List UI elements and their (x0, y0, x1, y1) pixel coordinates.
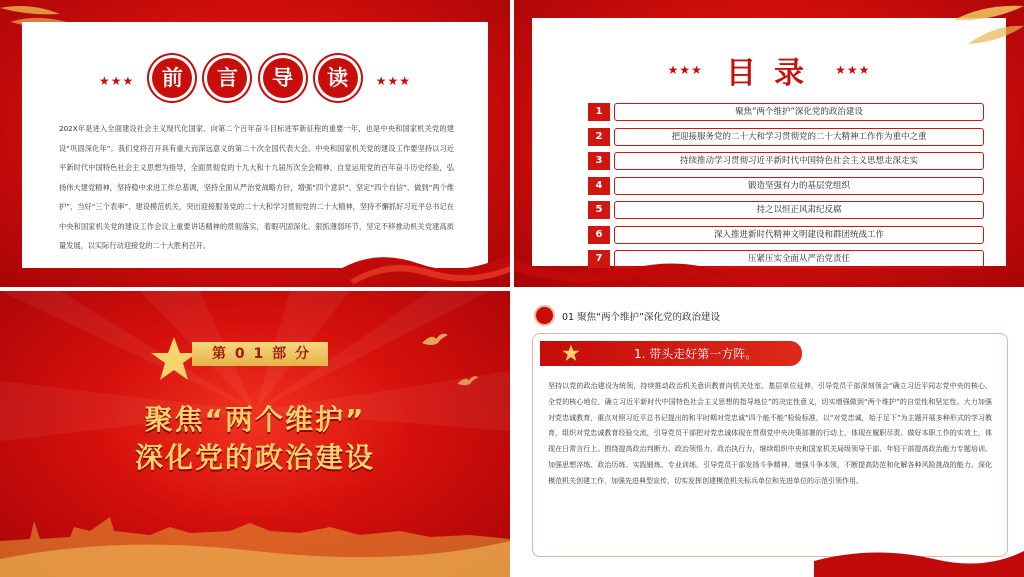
toc-label: 压紧压实全面从严治党责任 (614, 250, 984, 268)
section-dot-icon (536, 307, 553, 324)
toc-label: 持之以恒正风肃纪反腐 (614, 201, 984, 219)
red-ribbon-decoration (814, 541, 1024, 577)
toc-item[interactable] (588, 177, 984, 195)
slide-contents[interactable] (514, 0, 1024, 287)
toc-number: 1 (588, 103, 610, 121)
content-body: 坚持以党的政治建设为统领，持续推动政治机关意识教育向机关处室、基层单位延伸，引导党员干部深刻领会“确立习近平同志党中央的核心、全党的核心地位，确立习近平新时代中国特色社会主义思想的指导地位”的决定性意义，切实增强做到“两个维护”的自觉性和坚定性。大力加强对党忠诚教育，重点对照习近平总书记提出的和平时期对党忠诚“四个能不能”检验标准，以“对党忠诚，始于足下”为主题开展多种形式的学习教育，组织对党忠诚教育经验交流，引导党员干部把对党忠诚体现在贯彻党中央决策部署的行动上，体现在履职尽责、做好本职工作的实效上，体现在日常言行上。围绕提高政治判断力、政治领悟力、政治执行力，继续组织中央和国家机关局级领导干部、年轻干部提高政治能力专题培训。加强思想淬炼、政治历练、实践锻炼、专业训练，引导党员干部发扬斗争精神，增强斗争本领，不断提高防范和化解各种风险挑战的能力。深化模范机关创建工作，加强先进典型宣传，切实发挥创建模范机关标兵单位和先进单位的示范引领作用。 (548, 382, 992, 485)
preface-title (22, 58, 488, 98)
toc-number: 5 (588, 201, 610, 219)
toc-item[interactable] (588, 152, 984, 170)
toc-number: 6 (588, 226, 610, 244)
section-title-line-2: 深化党的政治建设 (134, 441, 375, 474)
preface-card (22, 22, 488, 268)
toc-number: 2 (588, 128, 610, 146)
bamboo-leaves-decoration (934, 0, 1024, 70)
contents-title: 目录 (726, 56, 822, 91)
part-label: 第 0 1 部 分 (192, 342, 328, 366)
title-char-3: 导 (263, 58, 303, 98)
toc-number: 3 (588, 152, 610, 170)
dove-icon (420, 331, 450, 351)
title-char-2: 言 (207, 58, 247, 98)
slide-content[interactable] (514, 291, 1024, 577)
content-card (514, 291, 1024, 577)
toc-label: 聚焦“两个维护”深化党的政治建设 (614, 103, 984, 121)
toc-item[interactable] (588, 103, 984, 121)
red-ribbon-decoration (330, 236, 510, 287)
stars-left: ★★★ (667, 63, 703, 77)
stars-right: ★★★ (835, 63, 871, 77)
dove-icon (456, 373, 480, 391)
stars-right: ★★★ (375, 73, 412, 88)
toc-label: 锻造坚强有力的基层党组织 (614, 177, 984, 195)
toc-label: 把迎接服务党的二十大和学习贯彻党的二十大精神工作作为重中之重 (614, 128, 984, 146)
toc-item[interactable] (588, 226, 984, 244)
preface-body: 202X年是进入全面建设社会主义现代化国家、向第二个百年奋斗目标进军新征程的重要一年，也是中央和国家机关党的建设“巩固深化年”。我们党将召开具有重大而深远意义的第二十次全国代表大会。中央和国家机关党的建设工作要坚持以习近平新时代中国特色社会主义思想为指导，全面贯彻党的十九大和十九届历次全会精神，自觉运用党的百年奋斗历史经验，弘扬伟大建党精神，坚持稳中求进工作总基调，坚持全面从严治党战略方针，增强“四个意识”、坚定“四个自信”、做到“两个维护”，当好“三个表率”、建设模范机关，突出迎接服务党的二十大和学习贯彻党的二十大精神，坚持不懈抓好习近平总书记在中央和国家机关党的建设工作会议上重要讲话精神的贯彻落实，着眼巩固深化、狠抓薄弱环节，坚定不移推动机关党建高质量发展，以实际行动迎接党的二十大胜利召开。 (59, 124, 454, 250)
subheading-text: 1. 带头走好第一方阵。 (634, 347, 758, 361)
title-char-4: 读 (318, 58, 358, 98)
section-title-line-1: 聚焦“两个维护” (144, 403, 366, 436)
toc-label: 持续推动学习贯彻习近平新时代中国特色社会主义思想走深走实 (614, 152, 984, 170)
section-header (526, 306, 1024, 326)
subheading-bar (540, 341, 802, 366)
star-icon (562, 344, 580, 362)
slide-section-title[interactable] (0, 291, 510, 577)
slide-preface[interactable] (0, 0, 510, 287)
stars-left: ★★★ (98, 73, 135, 88)
toc-item[interactable] (588, 128, 984, 146)
title-char-1: 前 (152, 58, 192, 98)
toc-label: 深入推进新时代精神文明建设和群团统战工作 (614, 226, 984, 244)
red-ribbon-decoration (514, 246, 734, 287)
toc-item[interactable] (588, 201, 984, 219)
toc-number: 7 (588, 250, 610, 268)
section-label: 01 聚焦“两个维护”深化党的政治建设 (562, 312, 720, 323)
toc-number: 4 (588, 177, 610, 195)
star-icon (150, 335, 198, 383)
